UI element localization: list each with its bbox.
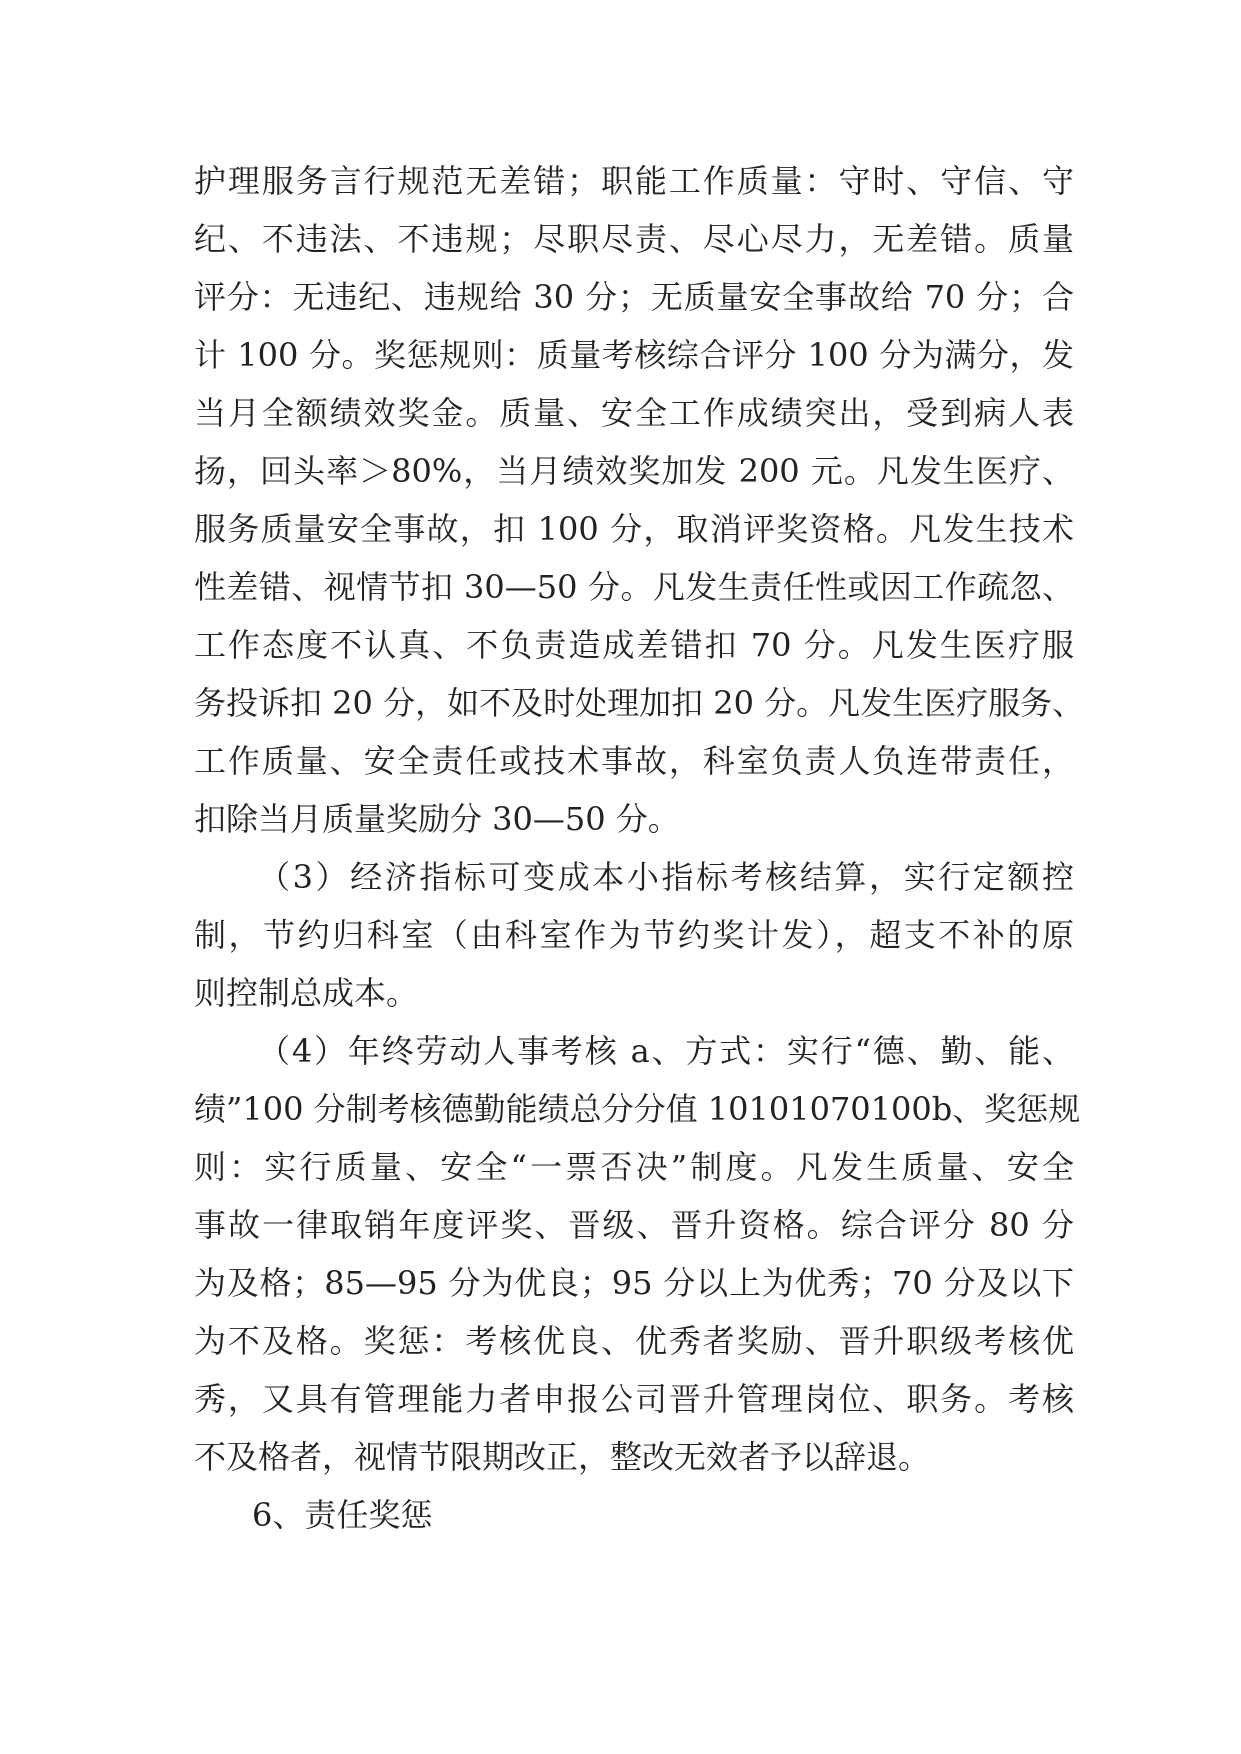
paragraph-3-line-3: 则：实行质量、安全“一票否决”制度。凡发生质量、安全	[194, 1148, 1074, 1186]
paragraph-1-line-10: 务投诉扣 20 分，如不及时处理加扣 20 分。凡发生医疗服务、	[194, 684, 1085, 722]
paragraph-1-line-8: 性差错、视情节扣 30—50 分。凡发生责任性或因工作疏忽、	[194, 568, 1074, 606]
paragraph-2-line-3: 则控制总成本。	[194, 974, 419, 1012]
paragraph-1-line-3: 评分：无违纪、违规给 30 分；无质量安全事故给 70 分；合	[194, 278, 1074, 316]
paragraph-2-line-1: （3）经济指标可变成本小指标考核结算，实行定额控	[258, 858, 1074, 896]
paragraph-3-line-5: 为及格；85—95 分为优良；95 分以上为优秀；70 分及以下	[194, 1264, 1074, 1302]
paragraph-1-line-9: 工作态度不认真、不负责造成差错扣 70 分。凡发生医疗服	[194, 626, 1074, 664]
paragraph-2-line-2: 制，节约归科室（由科室作为节约奖计发），超支不补的原	[194, 916, 1074, 954]
paragraph-3-line-7: 秀，又具有管理能力者申报公司晋升管理岗位、职务。考核	[194, 1380, 1074, 1418]
paragraph-1-line-2: 纪、不违法、不违规；尽职尽责、尽心尽力，无差错。质量	[194, 220, 1074, 258]
paragraph-1-line-4: 计 100 分。奖惩规则：质量考核综合评分 100 分为满分，发	[194, 336, 1074, 374]
paragraph-1-line-11: 工作质量、安全责任或技术事故，科室负责人负连带责任，	[194, 742, 1074, 780]
paragraph-3-line-6: 为不及格。奖惩：考核优良、优秀者奖励、晋升职级考核优	[194, 1322, 1074, 1360]
paragraph-1-line-7: 服务质量安全事故，扣 100 分，取消评奖资格。凡发生技术	[194, 510, 1074, 548]
paragraph-1-line-5: 当月全额绩效奖金。质量、安全工作成绩突出，受到病人表	[194, 394, 1074, 432]
paragraph-3-line-2: 绩”100 分制考核德勤能绩总分分值 10101070100b、奖惩规	[194, 1090, 1081, 1128]
paragraph-1-line-1: 护理服务言行规范无差错；职能工作质量：守时、守信、守	[194, 162, 1074, 200]
paragraph-3-line-8: 不及格者，视情节限期改正，整改无效者予以辞退。	[194, 1438, 931, 1476]
paragraph-3-line-1: （4）年终劳动人事考核 a、方式：实行“德、勤、能、	[258, 1032, 1074, 1070]
paragraph-1-line-12: 扣除当月质量奖励分 30—50 分。	[194, 800, 680, 838]
section-heading: 6、责任奖惩	[252, 1496, 433, 1534]
paragraph-1-line-6: 扬，回头率＞80%，当月绩效奖加发 200 元。凡发生医疗、	[194, 452, 1074, 490]
paragraph-3-line-4: 事故一律取销年度评奖、晋级、晋升资格。综合评分 80 分	[194, 1206, 1074, 1244]
